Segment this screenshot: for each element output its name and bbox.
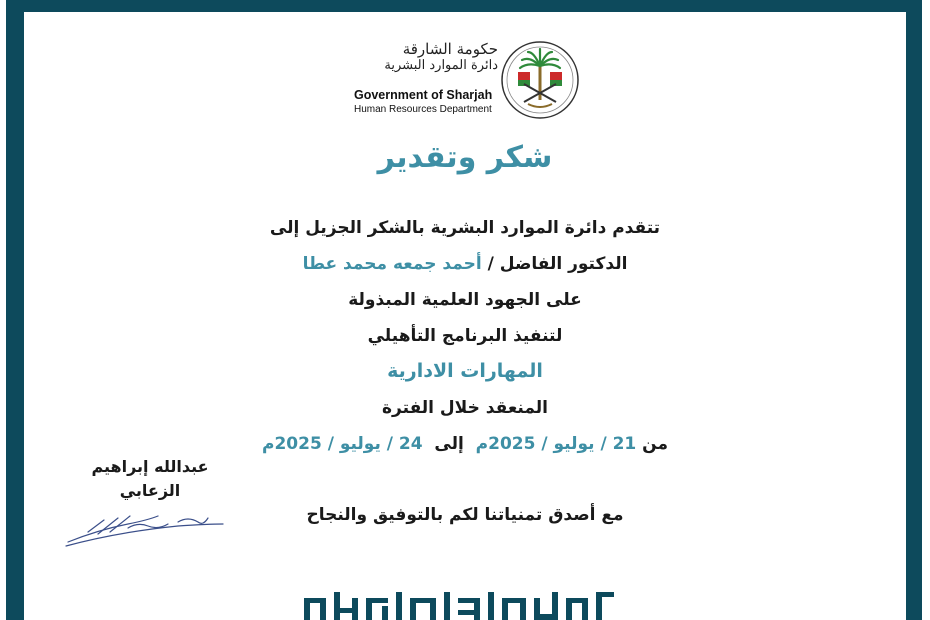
recipient-name: أحمد جمعه محمد عطا bbox=[302, 254, 482, 274]
government-name-english: Government of Sharjah bbox=[354, 88, 493, 102]
handwritten-signature bbox=[58, 502, 228, 550]
department-name-english: Human Resources Department bbox=[354, 104, 492, 115]
closing-line: مع أصدق تمنياتنا لكم بالتوفيق والنجاح bbox=[306, 505, 624, 525]
intro-line: تتقدم دائرة الموارد البشرية بالشكر الجزيل إلى bbox=[269, 218, 661, 238]
effort-line: على الجهود العلمية المبذولة bbox=[348, 290, 582, 310]
from-label: من bbox=[636, 434, 669, 454]
sharjah-emblem-icon bbox=[500, 40, 580, 120]
date-range bbox=[0, 434, 930, 454]
program-name: المهارات الادارية bbox=[387, 360, 543, 382]
date-to: 24 / يوليو / 2025م bbox=[261, 434, 423, 454]
recipient-prefix: الدكتور الفاضل / bbox=[481, 254, 628, 274]
government-name-arabic: حكومة الشارقة bbox=[402, 40, 498, 58]
program-intro-line: لتنفيذ البرنامج التأهيلي bbox=[367, 326, 563, 346]
period-line: المنعقد خلال الفترة bbox=[382, 398, 548, 418]
certificate-title: شكر وتقدير bbox=[377, 140, 553, 175]
signatory-name-line1: عبدالله إبراهيم bbox=[91, 457, 209, 476]
hr-department-calligraphy-logo bbox=[300, 592, 616, 620]
header-logo bbox=[350, 38, 590, 118]
date-from: 21 / يوليو / 2025م bbox=[475, 434, 637, 454]
department-name-arabic: دائرة الموارد البشرية bbox=[384, 58, 498, 73]
signatory-name-line2: الزعابي bbox=[119, 481, 181, 500]
recipient-line bbox=[0, 254, 930, 274]
to-label: إلى bbox=[422, 434, 476, 454]
